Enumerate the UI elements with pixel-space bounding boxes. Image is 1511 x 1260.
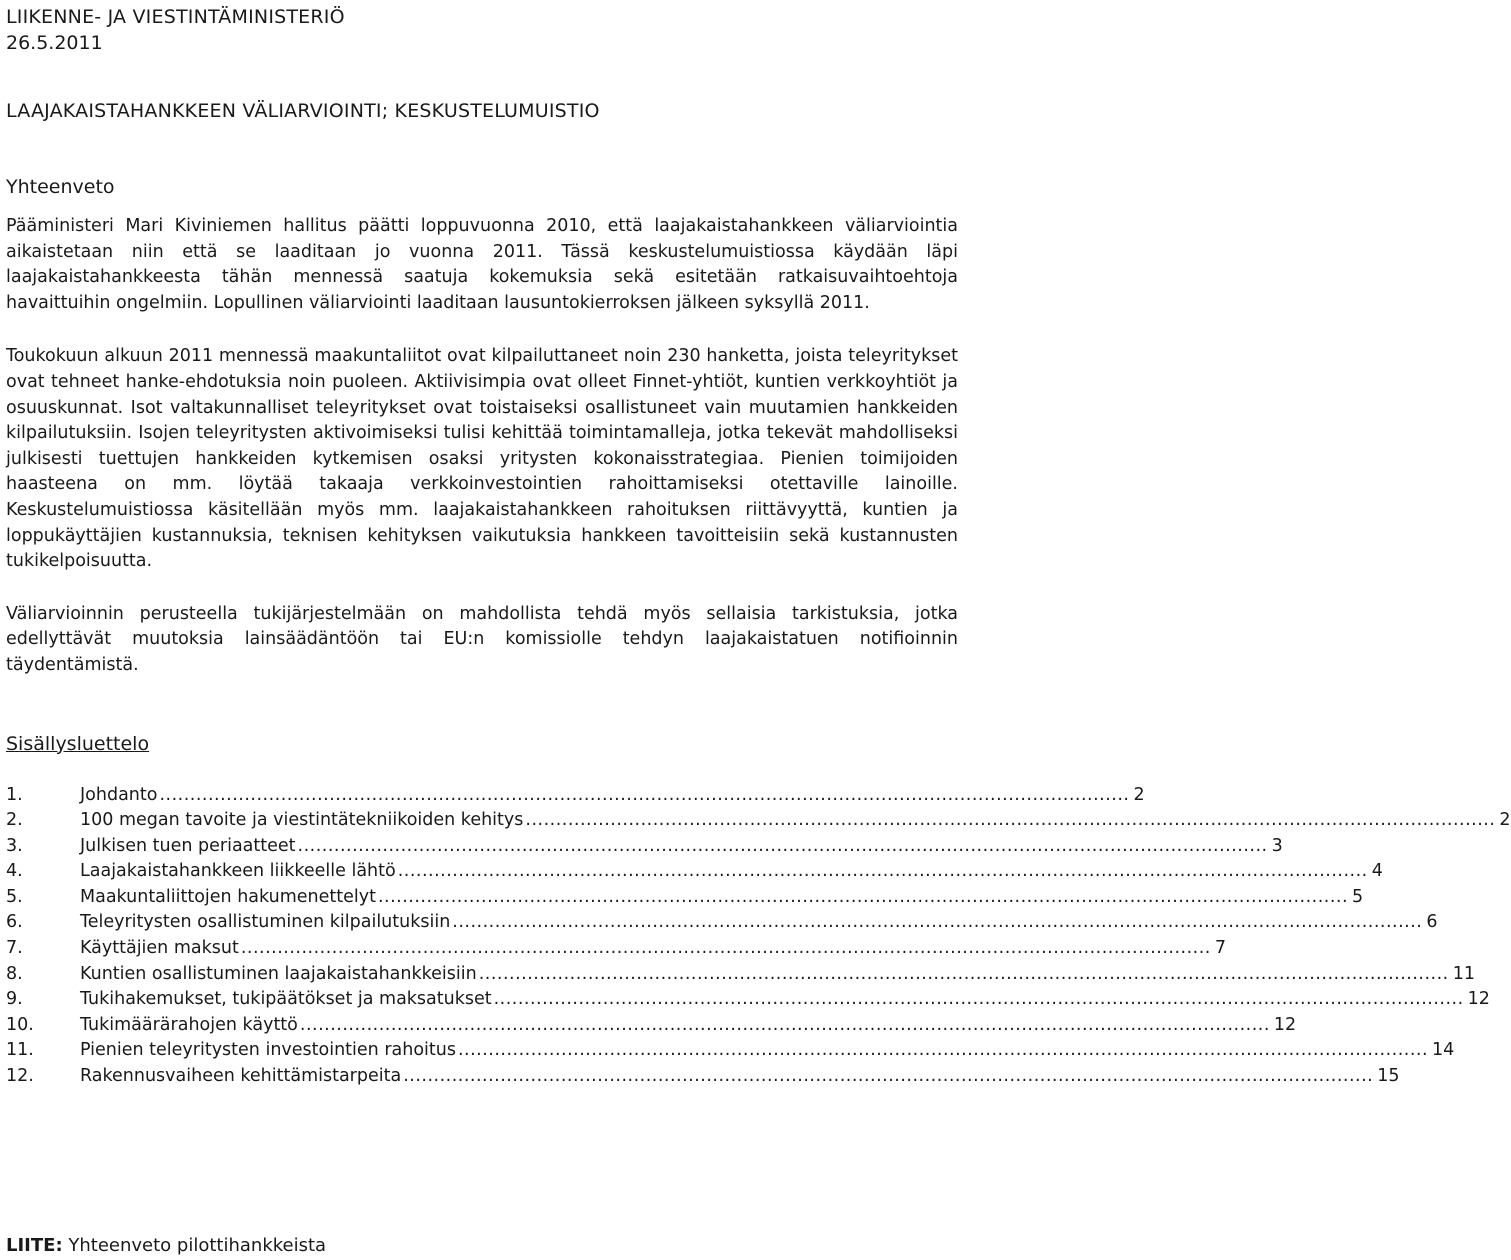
toc-entry-title: Tukimäärärahojen käyttö: [80, 1013, 298, 1039]
toc-entry-8[interactable]: [6, 962, 1476, 988]
toc-entry-11[interactable]: [6, 1038, 1455, 1064]
document-page: [6, 4, 1511, 1090]
document-title: LAAJAKAISTAHANKKEEN VÄLIARVIOINTI; KESKUSTELUMUISTIO: [6, 100, 600, 122]
toc-dot-leader: ................................................................................................................................................................: [397, 861, 1368, 882]
attachment-text: Yhteenveto pilottihankkeista: [68, 1235, 327, 1256]
attachment-label: LIITE:: [6, 1235, 63, 1256]
toc-entry-number: 6.: [6, 912, 23, 933]
toc-entry-10[interactable]: [6, 1013, 1297, 1039]
toc-dot-leader: ................................................................................................................................................................: [299, 1014, 1270, 1035]
toc-heading: Sisällysluettelo: [6, 732, 150, 755]
toc-entry-number: 9.: [6, 989, 23, 1010]
toc-entry-title: Pienien teleyritysten investointien rahoitus: [80, 1038, 456, 1064]
toc-entry-title: Tukihakemukset, tukipäätökset ja maksatukset: [80, 987, 492, 1013]
toc-entry-number: 8.: [6, 963, 23, 984]
table-of-contents: [6, 783, 1511, 1090]
toc-dot-leader: ................................................................................................................................................................: [493, 989, 1464, 1010]
toc-entry-title: Käyttäjien maksut: [80, 936, 239, 962]
toc-entry-title: Teleyritysten osallistuminen kilpailutuksiin: [80, 910, 450, 936]
toc-entry-page: 2: [1133, 784, 1145, 805]
toc-entry-title: Johdanto: [80, 783, 157, 809]
summary-heading: Yhteenveto: [6, 176, 115, 198]
toc-entry-page: 15: [1377, 1066, 1400, 1087]
toc-entry-page: 14: [1432, 1040, 1455, 1061]
toc-dot-leader: ................................................................................................................................................................: [403, 1066, 1374, 1087]
toc-entry-title: Rakennusvaiheen kehittämistarpeita: [80, 1064, 401, 1090]
toc-entry-title: Julkisen tuen periaatteet: [80, 834, 296, 860]
toc-entry-page: 4: [1371, 861, 1383, 882]
toc-entry-title: Kuntien osallistuminen laajakaistahankkeisiin: [80, 962, 477, 988]
toc-dot-leader: ................................................................................................................................................................: [377, 886, 1349, 907]
toc-entry-9[interactable]: [6, 987, 1490, 1013]
toc-dot-leader: ................................................................................................................................................................: [297, 835, 1268, 856]
toc-dot-leader: ................................................................................................................................................................: [525, 810, 1496, 831]
toc-entry-5[interactable]: [6, 885, 1364, 911]
toc-entry-page: 6: [1426, 912, 1438, 933]
toc-dot-leader: ................................................................................................................................................................: [457, 1040, 1429, 1061]
toc-dot-leader: ................................................................................................................................................................: [478, 963, 1449, 984]
toc-entry-6[interactable]: [6, 910, 1438, 936]
toc-entry-2[interactable]: [6, 808, 1511, 834]
toc-entry-page: 7: [1214, 938, 1227, 959]
toc-entry-page: 3: [1271, 835, 1283, 856]
toc-entry-number: 5.: [6, 886, 23, 907]
toc-entry-number: 11.: [6, 1040, 34, 1061]
toc-entry-number: 10.: [6, 1014, 34, 1035]
toc-entry-number: 3.: [6, 835, 23, 856]
toc-entry-12[interactable]: [6, 1064, 1400, 1090]
toc-entry-number: 4.: [6, 861, 23, 882]
document-date: 26.5.2011: [6, 32, 103, 54]
toc-entry-page: 12: [1273, 1014, 1297, 1035]
toc-entry-title: 100 megan tavoite ja viestintätekniikoiden kehitys: [80, 808, 523, 834]
summary-paragraph-1: Pääministeri Mari Kiviniemen hallitus päätti loppuvuonna 2010, että laajakaistahankkeen väliarviointia aikaistetaan niin että se laaditaan jo vuonna 2011. Tässä keskustelumuistiossa käydään läpi laajakaistahankkeesta tähän mennessä saatuja kokemuksia sekä esitetään ratkaisuvaihtoehtoja havaittuihin ongelmiin. Lopullinen väliarviointi laaditaan lausuntokierroksen jälkeen syksyllä 2011.: [6, 216, 958, 313]
toc-entry-1[interactable]: [6, 783, 1145, 809]
summary-paragraph-3: Väliarvioinnin perusteella tukijärjestelmään on mahdollista tehdä myös sellaisia tarkistuksia, jotka edellyttävät muutoksia lainsäädäntöön tai EU:n komissiolle tehdyn laajakaistatuen notifioinnin täydentämistä.: [6, 603, 958, 675]
toc-entry-page: 11: [1452, 963, 1476, 984]
toc-dot-leader: ................................................................................................................................................................: [240, 938, 1211, 959]
attachment-note: [6, 1234, 326, 1258]
toc-entry-number: 12.: [6, 1066, 34, 1087]
toc-entry-number: 7.: [6, 938, 23, 959]
toc-entry-7[interactable]: [6, 936, 1227, 962]
toc-entry-title: Laajakaistahankkeen liikkeelle lähtö: [80, 859, 396, 885]
toc-dot-leader: ................................................................................................................................................................: [159, 784, 1130, 805]
toc-dot-leader: ................................................................................................................................................................: [452, 912, 1423, 933]
ministry-name: LIIKENNE- JA VIESTINTÄMINISTERIÖ: [6, 6, 345, 28]
toc-entry-number: 2.: [6, 810, 23, 831]
toc-entry-page: 5: [1352, 886, 1364, 907]
toc-entry-number: 1.: [6, 784, 23, 805]
toc-entry-page: 12: [1467, 989, 1490, 1010]
summary-paragraph-2: Toukokuun alkuun 2011 mennessä maakuntaliitot ovat kilpailuttaneet noin 230 hanketta, joista teleyritykset ovat tehneet hanke-ehdotuksia noin puoleen. Aktiivisimpia ovat olleet Finnet-yhtiöt, kuntien verkkoyhtiöt ja osuuskunnat. Isot valtakunnalliset teleyritykset ovat toistaiseksi osallistuneet vain muutamien hankkeiden kilpailutuksiin. Isojen teleyritysten aktivoimiseksi tulisi kehittää toimintamalleja, jotka tekevät mahdolliseksi julkisesti tuettujen hankkeiden kytkemisen osaksi yritysten kokonaisstrategiaa. Pienien toimijoiden haasteena on mm. löytää takaaja verkkoinvestointien rahoittamiseksi otettaville lainoille. Keskustelumuistiossa käsitellään myös mm. laajakaistahankkeen rahoituksen riittävyyttä, kuntien ja loppukäyttäjien kustannuksia, teknisen kehityksen vaikutuksia hankkeen tavoitteisiin sekä kustannusten tukikelpoisuutta.: [6, 346, 958, 572]
toc-entry-title: Maakuntaliittojen hakumenettelyt: [80, 885, 376, 911]
toc-entry-4[interactable]: [6, 859, 1383, 885]
toc-entry-3[interactable]: [6, 834, 1283, 860]
toc-entry-page: 2: [1499, 810, 1511, 831]
